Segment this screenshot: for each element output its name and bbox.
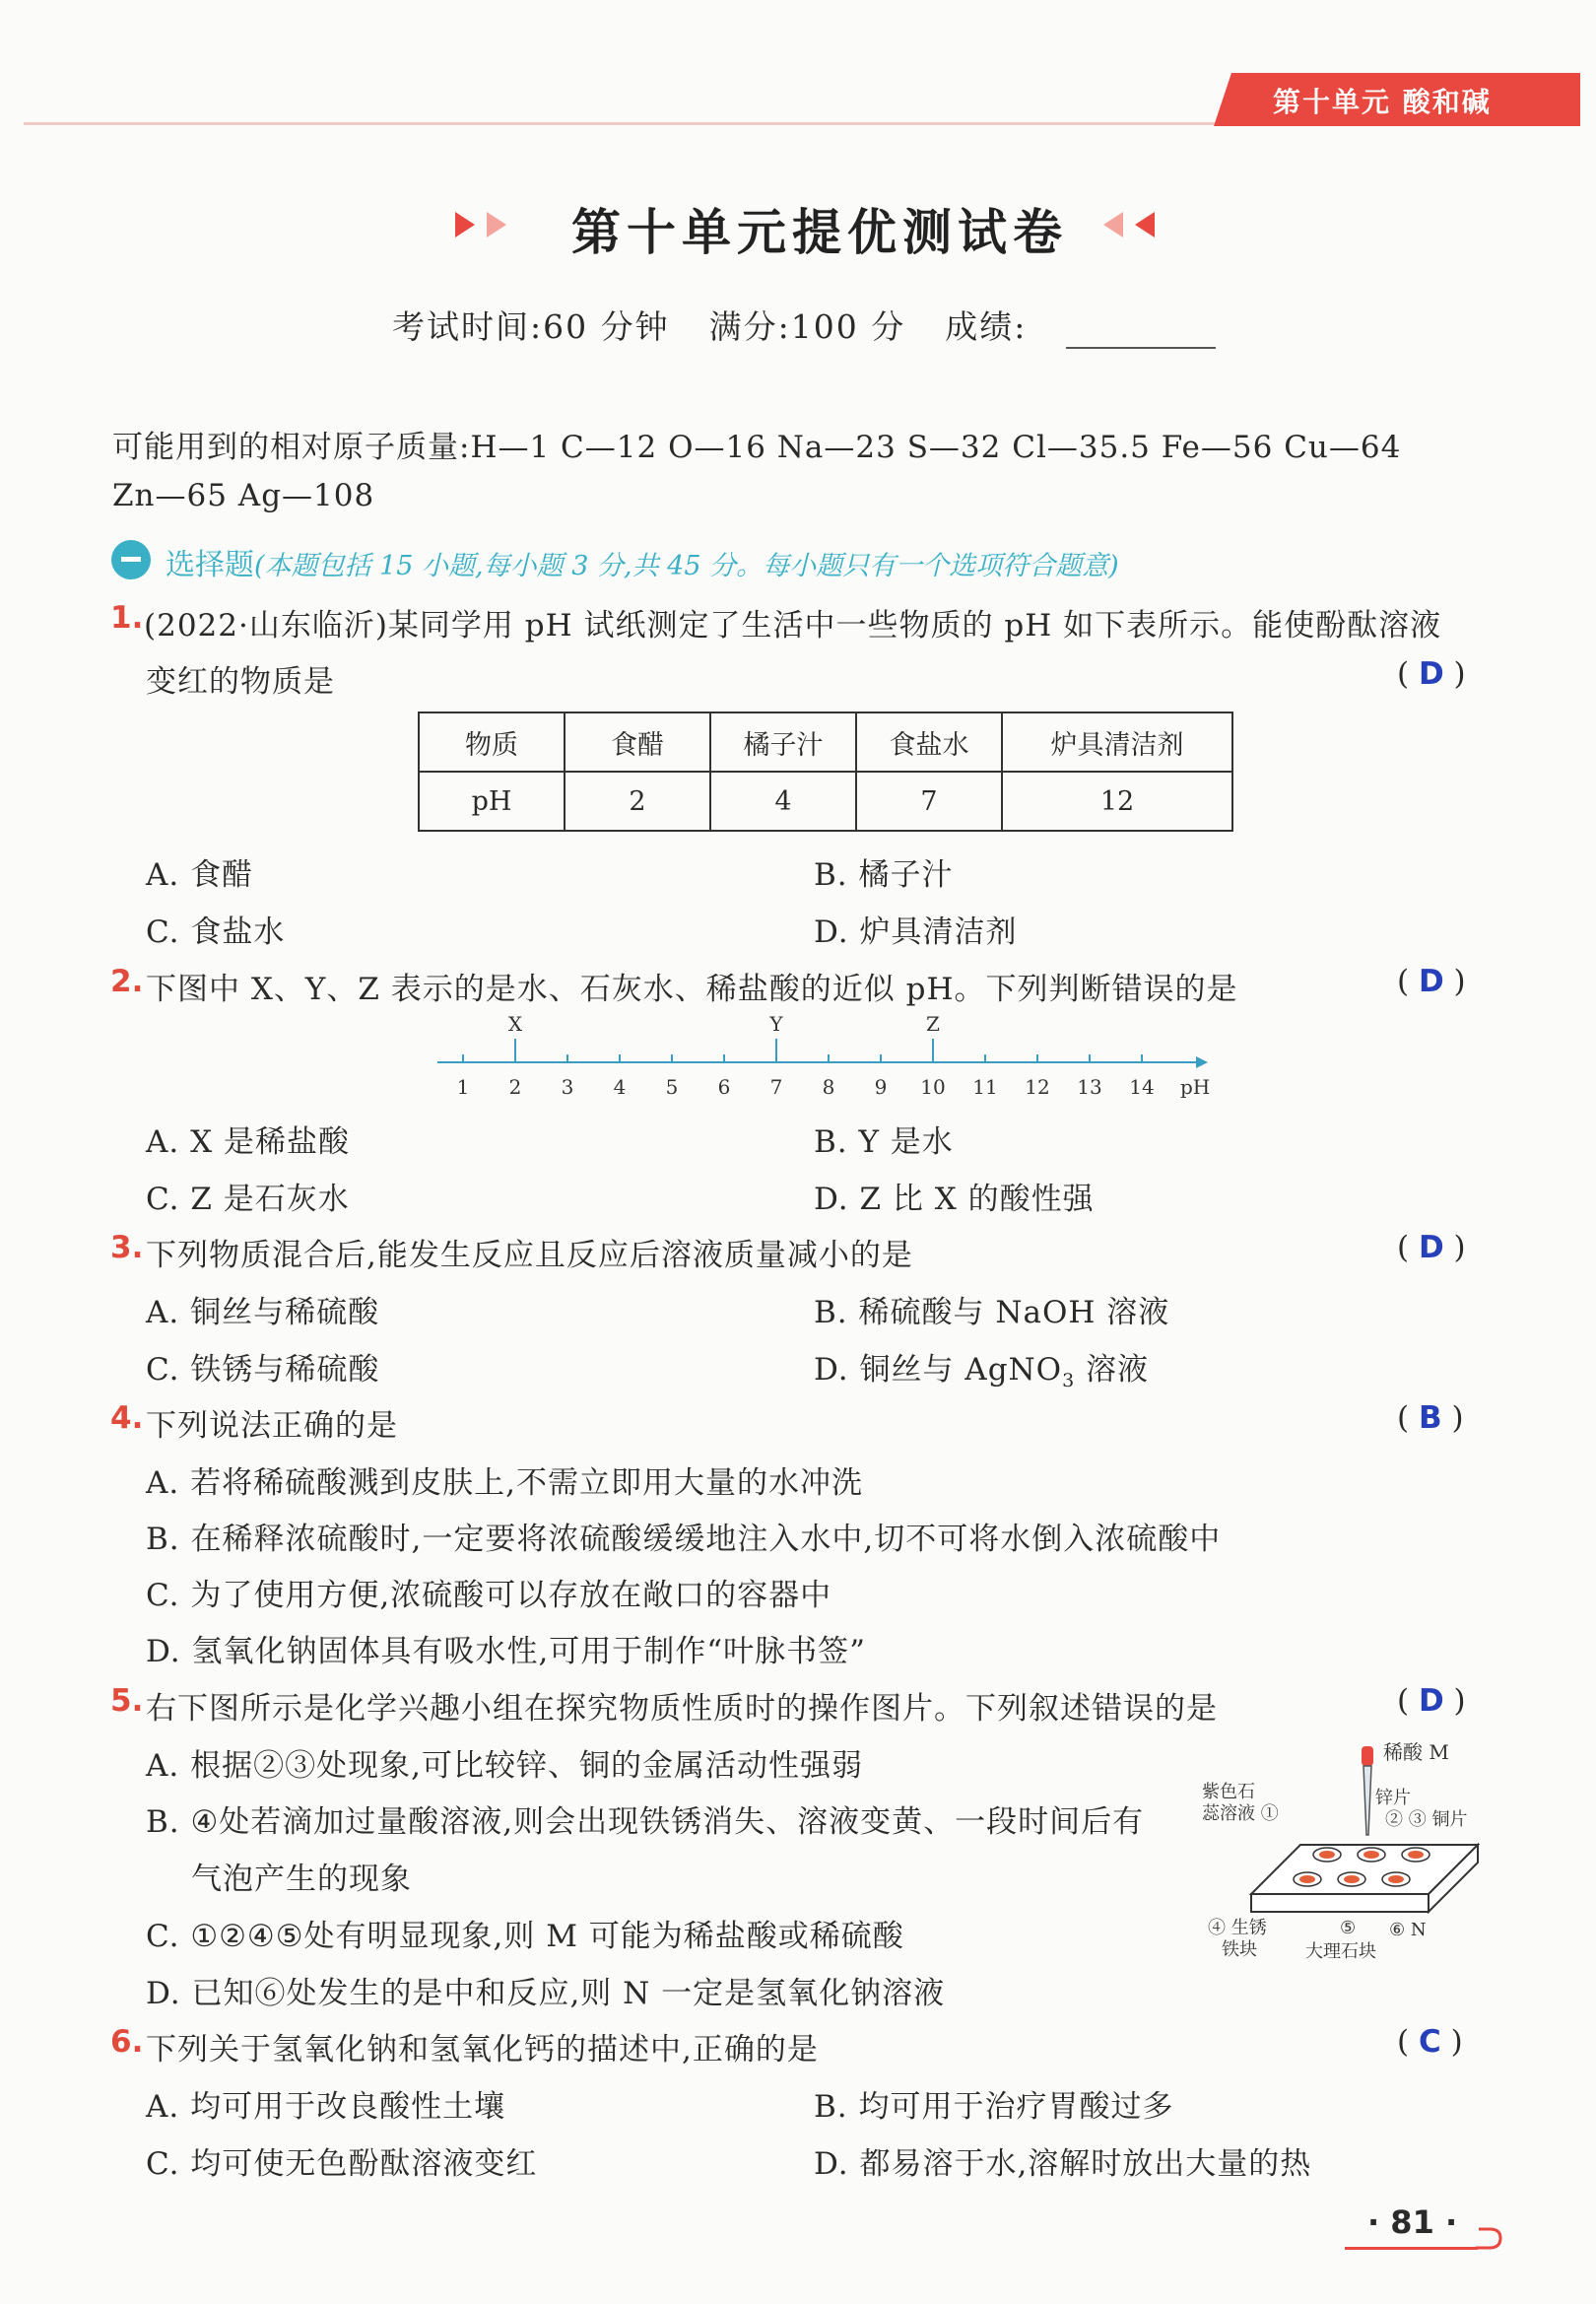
- well-5-liquid: [1344, 1875, 1360, 1883]
- ph-tick-label: 1: [456, 1075, 470, 1099]
- section-note: (本题包括 15 小题,每小题 3 分,共 45 分。每小题只有一个选项符合题意): [254, 551, 1119, 581]
- q4-option-b[interactable]: B. 在稀释浓硫酸时,一定要将浓硫酸缓缓地注入水中,切不可将水倒入浓硫酸中: [146, 1522, 1222, 1557]
- label-rust-1: ④ 生锈: [1208, 1918, 1267, 1938]
- spot-plate-figure: [1192, 1727, 1517, 1973]
- section-heading: [166, 540, 1119, 583]
- well-6-liquid: [1388, 1875, 1404, 1883]
- q4-option-a[interactable]: A. 若将稀硫酸溅到皮肤上,不需立即用大量的水冲洗: [146, 1465, 863, 1501]
- page-curl-icon: [1474, 2219, 1503, 2251]
- ph-tick-label: 5: [665, 1075, 679, 1099]
- q6-text: 下列关于氢氧化钠和氢氧化钙的描述中,正确的是: [146, 2032, 819, 2067]
- title-arrow-left-light-icon: [1103, 212, 1123, 237]
- q6-option-c[interactable]: C. 均可使无色酚酞溶液变红: [146, 2146, 538, 2182]
- page-number-underline: [1345, 2247, 1478, 2250]
- well-4-liquid: [1299, 1875, 1315, 1883]
- label-six: ⑥ N: [1389, 1920, 1427, 1940]
- dropper-tube-icon: [1363, 1766, 1371, 1835]
- ph-tick-label: 13: [1077, 1075, 1102, 1099]
- table-row: [419, 712, 1232, 772]
- q5-option-c[interactable]: C. ①②④⑤处有明显现象,则 M 可能为稀盐酸或稀硫酸: [146, 1919, 904, 1954]
- ph-table: [418, 712, 1233, 832]
- label-litmus-1: 紫色石: [1202, 1782, 1255, 1802]
- exam-time: 考试时间:60 分钟: [392, 307, 670, 346]
- ph-unit-label: pH: [1180, 1075, 1211, 1099]
- q3-option-b[interactable]: B. 稀硫酸与 NaOH 溶液: [814, 1295, 1170, 1330]
- ph-tick-label: 14: [1129, 1075, 1155, 1099]
- table-cell: 食盐水: [856, 712, 1002, 772]
- ph-axis-arrow-icon: [1196, 1056, 1208, 1068]
- table-cell: pH: [419, 772, 565, 831]
- label-litmus-2: 蕊溶液 ①: [1202, 1803, 1279, 1824]
- q5-option-a[interactable]: A. 根据②③处现象,可比较锌、铜的金属活动性强弱: [146, 1748, 863, 1784]
- ph-marker-label: Z: [926, 1012, 940, 1036]
- q2-option-d[interactable]: D. Z 比 X 的酸性强: [814, 1182, 1095, 1217]
- q3-option-d[interactable]: D. 铜丝与 AgNO$_3$ 溶液: [814, 1352, 1150, 1392]
- table-cell: 食醋: [565, 712, 710, 772]
- q2-option-a[interactable]: A. X 是稀盐酸: [146, 1124, 351, 1160]
- q3-option-c[interactable]: C. 铁锈与稀硫酸: [146, 1352, 380, 1388]
- q5-option-d[interactable]: D. 已知⑥处发生的是中和反应,则 N 一定是氢氧化钠溶液: [146, 1976, 946, 2011]
- q3-text: 下列物质混合后,能发生反应且反应后溶液质量减小的是: [146, 1238, 913, 1273]
- q1-option-c[interactable]: C. 食盐水: [146, 915, 286, 950]
- q2-option-b[interactable]: B. Y 是水: [814, 1124, 954, 1160]
- well-1-liquid: [1319, 1851, 1335, 1859]
- q1-option-a[interactable]: A. 食醋: [146, 857, 254, 893]
- q5-number: 5.: [110, 1683, 144, 1719]
- title-arrow-right-icon: [455, 212, 475, 237]
- table-cell: 物质: [419, 712, 565, 772]
- full-score: 满分:100 分: [708, 307, 906, 346]
- q6-option-d[interactable]: D. 都易溶于水,溶解时放出大量的热: [814, 2146, 1312, 2182]
- q1-number: 1.: [110, 600, 144, 636]
- ph-tick-label: 3: [561, 1075, 574, 1099]
- table-cell: 橘子汁: [710, 712, 856, 772]
- table-cell: 炉具清洁剂: [1002, 712, 1232, 772]
- atomic-masses-line1: 可能用到的相对原子质量:H—1 C—12 O—16 Na—23 S—32 Cl—35.5 Fe—56 Cu—64: [112, 430, 1402, 465]
- exam-info: [392, 302, 1027, 348]
- q6-option-b[interactable]: B. 均可用于治疗胃酸过多: [814, 2089, 1174, 2125]
- label-dropper: 稀酸 M: [1383, 1740, 1449, 1764]
- ph-tick-label: 8: [822, 1075, 835, 1099]
- q1-text-line2: 变红的物质是: [146, 664, 335, 700]
- q5-text: 右下图所示是化学兴趣小组在探究物质性质时的操作图片。下列叙述错误的是: [146, 1691, 1218, 1727]
- label-copper: ② ③ 铜片: [1385, 1809, 1468, 1830]
- label-marble: 大理石块: [1305, 1941, 1376, 1962]
- ph-tick-label: 4: [613, 1075, 627, 1099]
- page-number: · 81 ·: [1367, 2203, 1458, 2241]
- well-2-liquid: [1363, 1851, 1379, 1859]
- header-rule: [24, 122, 1231, 125]
- q4-number: 4.: [110, 1400, 144, 1436]
- q6-answer: ( C ): [1397, 2024, 1463, 2060]
- ph-tick-label: 6: [717, 1075, 731, 1099]
- plate-front: [1251, 1894, 1429, 1912]
- q6-number: 6.: [110, 2024, 144, 2060]
- table-cell: 2: [565, 772, 710, 831]
- q1-text-line1: (2022·山东临沂)某同学用 pH 试纸测定了生活中一些物质的 pH 如下表所示。能使酚酞溶液: [144, 608, 1442, 644]
- q3-option-a[interactable]: A. 铜丝与稀硫酸: [146, 1295, 380, 1330]
- ph-tick-label: 11: [972, 1075, 998, 1099]
- table-cell: 12: [1002, 772, 1232, 831]
- q5-answer: ( D ): [1397, 1683, 1466, 1719]
- q1-option-b[interactable]: B. 橘子汁: [814, 857, 954, 893]
- q2-answer: ( D ): [1397, 964, 1466, 999]
- unit-tab-label: 第十单元 酸和碱: [1273, 86, 1492, 118]
- ph-tick-label: 7: [769, 1075, 783, 1099]
- q2-number: 2.: [110, 964, 144, 999]
- label-zinc: 锌片: [1375, 1788, 1411, 1808]
- q3-number: 3.: [110, 1230, 144, 1265]
- ph-number-line: [437, 1009, 1211, 1127]
- section-title: 选择题: [166, 548, 254, 582]
- q4-text: 下列说法正确的是: [146, 1408, 398, 1444]
- q6-option-a[interactable]: A. 均可用于改良酸性土壤: [146, 2089, 506, 2125]
- ph-tick-label: 12: [1025, 1075, 1050, 1099]
- ph-marker-label: Y: [769, 1012, 783, 1036]
- grade-label: 成绩:: [945, 307, 1028, 346]
- q2-option-c[interactable]: C. Z 是石灰水: [146, 1182, 350, 1217]
- table-cell: 7: [856, 772, 1002, 831]
- dropper-bulb-icon: [1362, 1746, 1373, 1766]
- title-arrow-right-light-icon: [487, 212, 506, 237]
- q1-answer: ( D ): [1397, 656, 1466, 692]
- title-arrow-left-icon: [1135, 212, 1155, 237]
- ph-marker-label: X: [507, 1012, 523, 1036]
- label-rust-2: 铁块: [1222, 1939, 1257, 1960]
- well-3-liquid: [1408, 1851, 1424, 1859]
- q2-text: 下图中 X、Y、Z 表示的是水、石灰水、稀盐酸的近似 pH。下列判断错误的是: [146, 972, 1238, 1007]
- table-cell: 4: [710, 772, 856, 831]
- q4-option-d[interactable]: D. 氢氧化钠固体具有吸水性,可用于制作“叶脉书签”: [146, 1634, 867, 1669]
- q5-option-b-cont: 气泡产生的现象: [191, 1862, 412, 1897]
- section-one-icon: [111, 540, 151, 579]
- ph-tick-label: 10: [920, 1075, 946, 1099]
- q5-option-b[interactable]: B. ④处若滴加过量酸溶液,则会出现铁锈消失、溶液变黄、一段时间后有: [146, 1804, 1145, 1840]
- q1-option-d[interactable]: D. 炉具清洁剂: [814, 915, 1018, 950]
- label-five: ⑤: [1340, 1918, 1357, 1938]
- grade-blank[interactable]: [1066, 347, 1216, 349]
- q4-option-c[interactable]: C. 为了使用方便,浓硫酸可以存放在敞口的容器中: [146, 1578, 832, 1613]
- q3-answer: ( D ): [1397, 1230, 1466, 1265]
- ph-tick-label: 9: [874, 1075, 888, 1099]
- table-row: [419, 772, 1232, 831]
- atomic-masses-line2: Zn—65 Ag—108: [112, 478, 375, 513]
- page-title: 第十单元提优测试卷: [571, 204, 1068, 261]
- q4-answer: ( B ): [1397, 1400, 1464, 1436]
- ph-tick-label: 2: [508, 1075, 522, 1099]
